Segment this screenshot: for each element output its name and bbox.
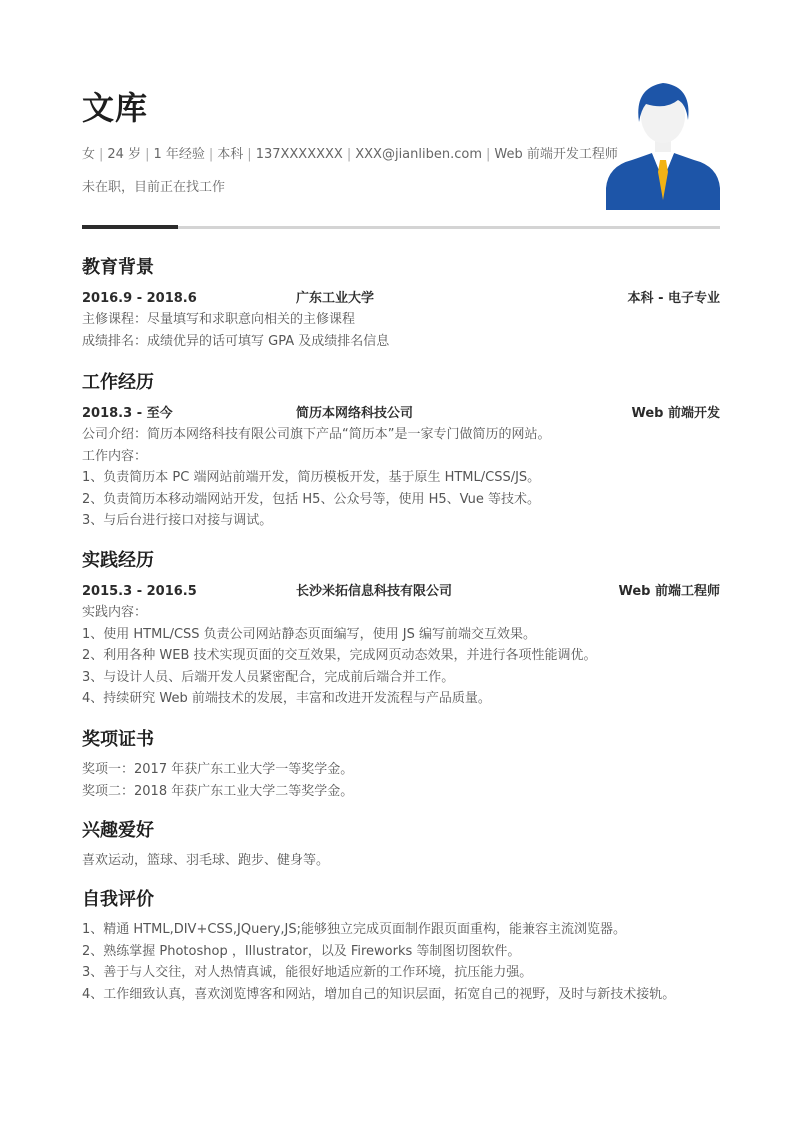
info-target-position: Web 前端开发工程师 <box>494 147 618 162</box>
work-line: 工作内容： <box>82 448 148 464</box>
info-gender: 女 <box>82 147 96 162</box>
basic-info-line <box>82 146 618 164</box>
practice-line: 2、利用各种 WEB 技术实现页面的交互效果，完成网页动态效果，并进行各项性能调优。 <box>82 648 597 663</box>
separator: | <box>346 147 352 162</box>
info-email: XXX@jianliben.com <box>355 147 482 162</box>
hobbies-section <box>82 818 720 872</box>
work-company: 简历本网络科技公司 <box>296 406 414 421</box>
work-line: 2、负责简历本移动端网站开发，包括 H5、公众号等，使用 H5、Vue 等技术。 <box>82 491 541 507</box>
education-line: 主修课程：尽量填写和求职意向相关的主修课程 <box>82 312 356 327</box>
practice-line: 4、持续研究 Web 前端技术的发展，丰富和改进开发流程与产品质量。 <box>82 691 491 706</box>
section-title-work: 工作经历 <box>82 372 154 393</box>
education-line: 成绩排名：成绩优异的话可填写 GPA 及成绩排名信息 <box>82 333 390 349</box>
info-age: 24 岁 <box>107 147 142 162</box>
separator: | <box>247 147 252 162</box>
separator: | <box>99 147 104 162</box>
practice-date: 2015.3 - 2016.5 <box>82 584 197 599</box>
practice-company: 长沙米拓信息科技有限公司 <box>296 584 453 599</box>
self-evaluation-section <box>82 887 720 1005</box>
awards-section <box>82 727 720 802</box>
section-title-awards: 奖项证书 <box>82 729 154 750</box>
work-line: 1、负责简历本 PC 端网站前端开发，简历模板开发，基于原生 HTML/CSS/JS。 <box>82 470 541 485</box>
section-title-education: 教育背景 <box>82 257 154 278</box>
section-title-self-evaluation: 自我评价 <box>82 889 154 910</box>
info-experience: 1 年经验 <box>153 147 205 162</box>
practice-entry-header <box>82 582 720 602</box>
self-evaluation-line: 2、熟练掌握 Photoshop ，Illustrator，以及 Fireworks 等制图切图软件。 <box>82 943 521 959</box>
practice-line: 3、与设计人员、后端开发人员紧密配合，完成前后端合并工作。 <box>82 669 455 685</box>
education-section <box>82 255 720 352</box>
self-evaluation-line: 4、工作细致认真，喜欢浏览博客和网站，增加自己的知识层面，拓宽自己的视野，及时与新技术接轨。 <box>82 986 676 1002</box>
work-section <box>82 370 720 532</box>
practice-section <box>82 548 720 710</box>
practice-role: Web 前端工程师 <box>618 584 720 599</box>
info-phone: 137XXXXXXX <box>255 147 343 162</box>
section-title-hobbies: 兴趣爱好 <box>82 820 154 841</box>
award-line: 奖项二：2018 年获广东工业大学二等奖学金。 <box>82 783 354 799</box>
practice-line: 实践内容： <box>82 605 148 620</box>
separator: | <box>145 147 150 162</box>
education-degree: 本科 - 电子专业 <box>627 291 720 306</box>
work-line: 3、与后台进行接口对接与调试。 <box>82 513 273 528</box>
self-evaluation-line: 1、精通 HTML,DIV+CSS,JQuery,JS;能够独立完成页面制作跟页面重构，能兼容主流浏览器。 <box>82 922 626 937</box>
self-evaluation-line: 3、善于与人交往，对人热情真诚，能很好地适应新的工作环境，抗压能力强。 <box>82 965 533 980</box>
work-line: 公司介绍：简历本网络科技有限公司旗下产品“简历本”是一家专门做简历的网站。 <box>82 427 551 442</box>
education-school: 广东工业大学 <box>296 291 375 306</box>
person-avatar-icon <box>606 80 720 210</box>
hobby-line: 喜欢运动，篮球、羽毛球、跑步、健身等。 <box>82 853 330 868</box>
practice-line: 1、使用 HTML/CSS 负责公司网站静态页面编写，使用 JS 编写前端交互效果。 <box>82 626 537 642</box>
work-role: Web 前端开发 <box>631 406 720 421</box>
work-date: 2018.3 - 至今 <box>82 406 173 421</box>
education-entry-header <box>82 289 720 309</box>
header-divider-accent <box>82 225 178 229</box>
separator: | <box>486 147 491 162</box>
section-title-practice: 实践经历 <box>82 550 154 571</box>
candidate-name: 文库 <box>82 89 149 127</box>
education-date: 2016.9 - 2018.6 <box>82 291 197 306</box>
award-line: 奖项一：2017 年获广东工业大学一等奖学金。 <box>82 762 354 777</box>
work-entry-header <box>82 404 720 424</box>
info-degree: 本科 <box>217 147 244 162</box>
separator: | <box>208 147 214 162</box>
job-status: 未在职，目前正在找工作 <box>82 180 226 195</box>
